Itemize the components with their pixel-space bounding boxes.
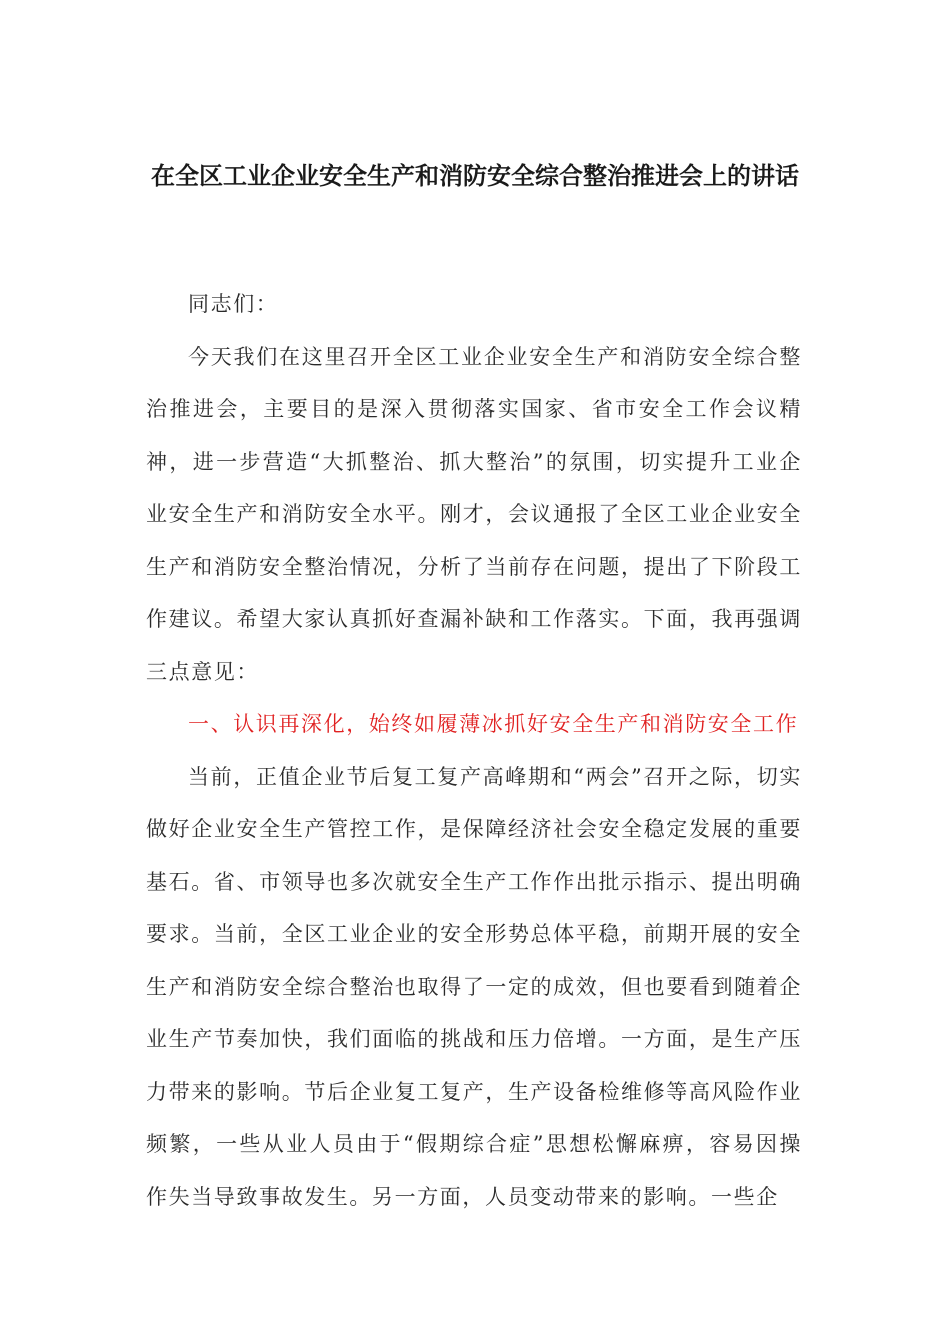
- section-heading-1: 一、认识再深化，始终如履薄冰抓好安全生产和消防安全工作: [188, 712, 799, 736]
- salutation: 同志们：: [188, 292, 279, 316]
- section-paragraph-1: 当前，正值企业节后复工复产高峰期和“两会”召开之际，切实做好企业安全生产管控工作，是保障经济社会安全稳定发展的重要基石。省、市领导也多次就安全生产工作作出批示指示、提出明确要求。当前，全区工业企业的安全形势总体平稳，前期开展的安全生产和消防安全综合整治也取得了一定的成效，但也要看到随着企业生产节奏加快，我们面临的挑战和压力倍增。一方面，是生产压力带来的影响。节后企业复工复产，生产设备检维修等高风险作业频繁，一些从业人员由于“假期综合症”思想松懈麻痹，容易因操作失当导致事故发生。另一方面，人员变动带来的影响。一些企: [146, 764, 802, 1209]
- document-title: 在全区工业企业安全生产和消防安全综合整治推进会上的讲话: [151, 162, 799, 190]
- document-body: [146, 278, 802, 1223]
- intro-paragraph: 今天我们在这里召开全区工业企业安全生产和消防安全综合整治推进会，主要目的是深入贯彻落实国家、省市安全工作会议精神，进一步营造“大抓整治、抓大整治”的氛围，切实提升工业企业安全生产和消防安全水平。刚才，会议通报了全区工业企业安全生产和消防安全整治情况，分析了当前存在问题，提出了下阶段工作建议。希望大家认真抓好查漏补缺和工作落实。下面，我再强调三点意见：: [146, 344, 802, 684]
